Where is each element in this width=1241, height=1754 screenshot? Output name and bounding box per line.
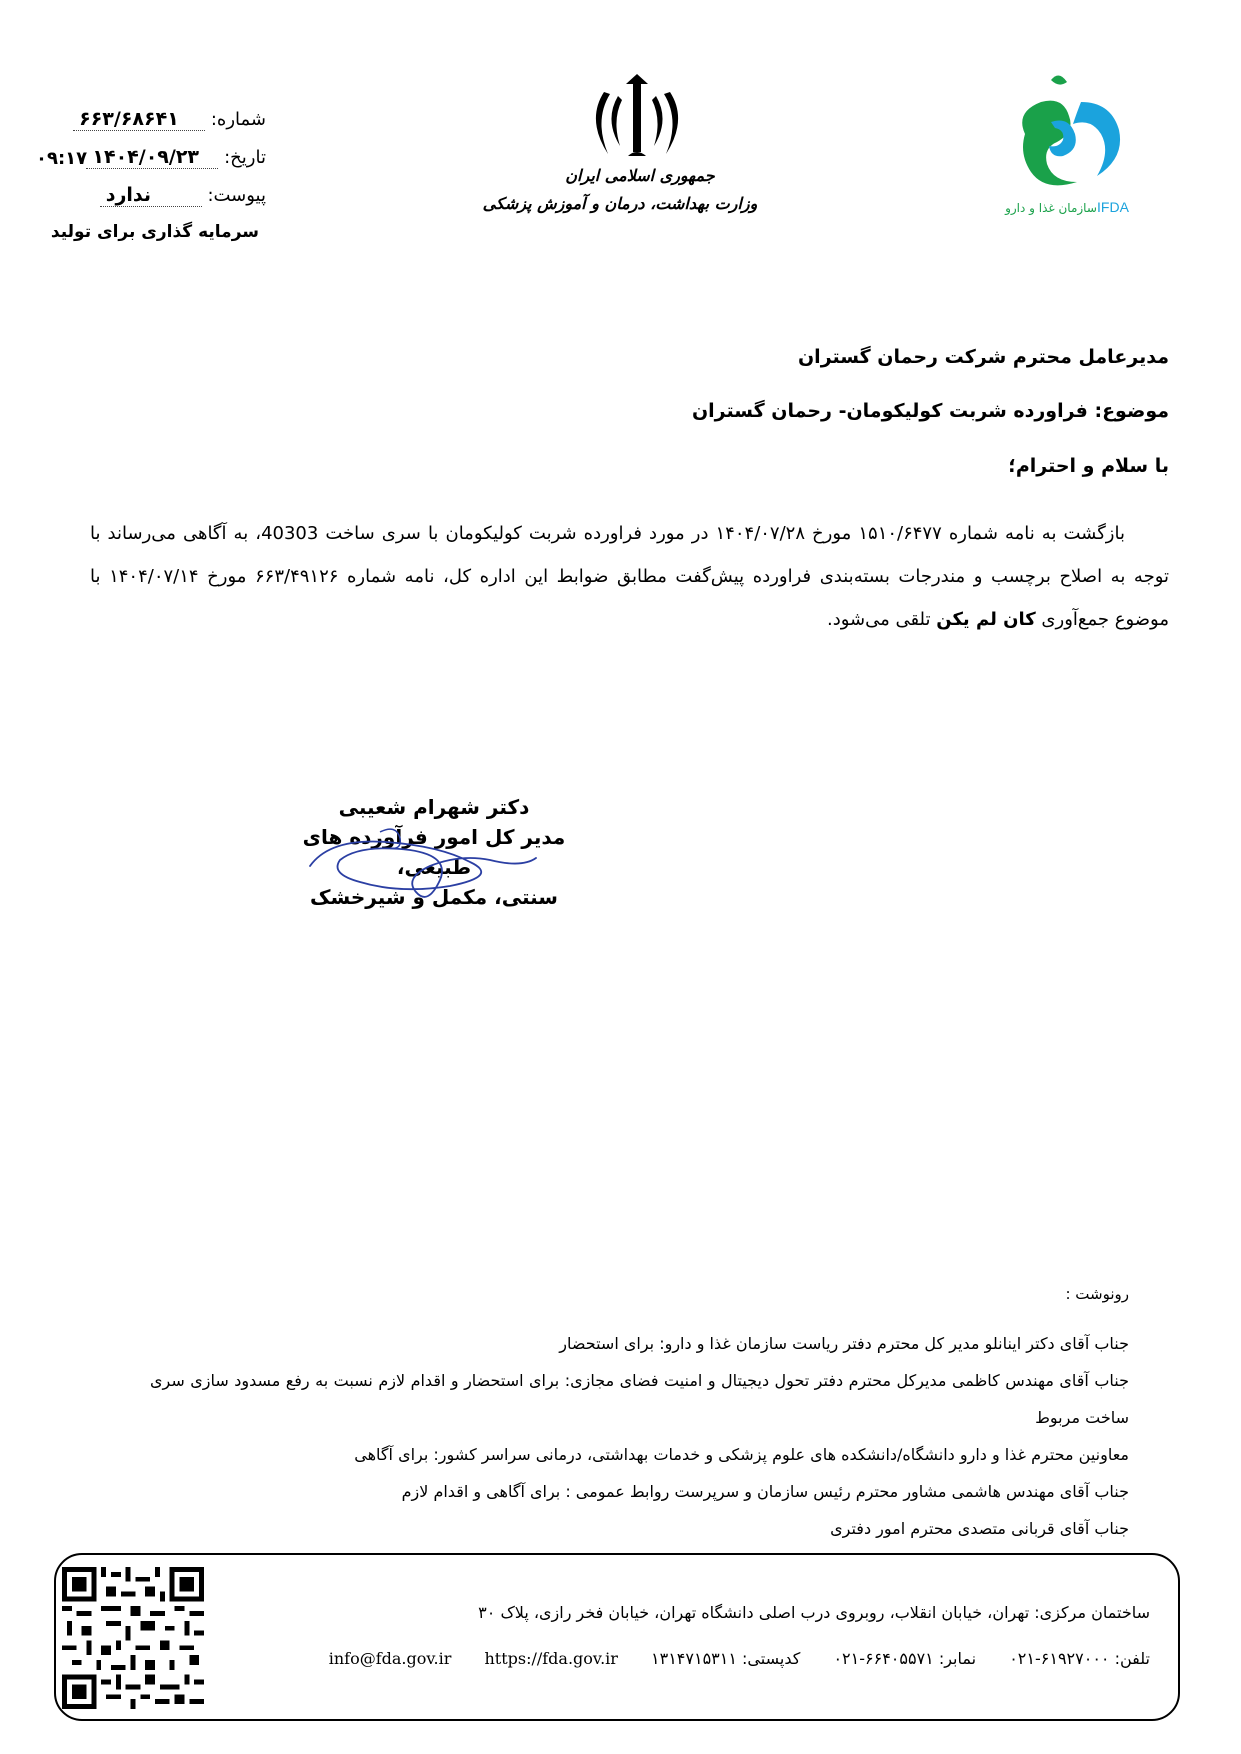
ifda-abbr: IFDA [1097, 199, 1129, 215]
signer-name: دکتر شهرام شعیبی [338, 795, 530, 819]
footer-postal: کدپستی: ۱۳۱۴۷۱۵۳۱۱ [651, 1649, 801, 1668]
letter-body-part1: بازگشت به نامه شماره ۱۵۱۰/۶۴۷۷ مورخ ۱۴۰۴/۰۷/۲۸ در مورد فراورده شربت کولیکومان با سری ساخت 40303، به آگاهی می‌رساند با توجه به اصلاح برچسب و مندرجات بسته‌بندی فراورده پیش‌گفت مطابق ضوابط این اداره کل، نامه شماره ۶۶۳/۴۹۱۲۶ مورخ ۱۴۰۴/۰۷/۱۴ با موضوع جمع‌آوری [90, 523, 1169, 630]
signer-title-line2: سنتی، مکمل و شیرخشک [310, 885, 558, 909]
letter-body-bold: کان لم یکن [936, 609, 1036, 630]
cc-list [150, 1325, 1129, 1547]
footer-box [54, 1553, 1180, 1721]
signer-title-line1: مدیر کل امور فرآورده های طبیعی، [302, 825, 566, 879]
attachment-row [100, 184, 266, 207]
letter-body-part2: تلقی می‌شود. [826, 609, 931, 630]
number-value: ۶۶۳/۶۸۶۴۱ [73, 108, 205, 131]
footer-website[interactable]: https://fda.gov.ir [484, 1649, 618, 1668]
date-label: تاریخ: [224, 147, 266, 168]
iran-emblem [582, 72, 692, 162]
cc-item: معاونین محترم غذا و دارو دانشگاه/دانشکده های علوم پزشکی و خدمات بهداشتی، درمانی سراسر کشور: برای آگاهی [354, 1445, 1129, 1464]
cc-item: جناب آقای مهندس کاظمی مدیرکل محترم دفتر تحول دیجیتال و امنیت فضای مجازی: برای استحضار و اقدام لازم نسبت به رفع مسدود سازی سری ساخت مربوط [150, 1371, 1129, 1427]
ifda-logo [985, 72, 1155, 242]
iran-emblem-icon [582, 72, 692, 162]
number-label: شماره: [210, 109, 266, 130]
cc-item: جناب آقای مهندس هاشمی مشاور محترم رئیس سازمان و سرپرست روابط عمومی : برای آگاهی و اقدام لازم [401, 1482, 1129, 1501]
ifda-logo-icon [985, 72, 1155, 232]
letter-number-row [73, 108, 266, 131]
emblem-caption-ministry: وزارت بهداشت، درمان و آموزش پزشکی [482, 194, 758, 213]
date-value: ۱۴۰۴/۰۹/۲۳ [86, 146, 218, 169]
letter-body [90, 512, 1169, 641]
cc-item: جناب آقای دکتر اینانلو مدیر کل محترم دفتر ریاست سازمان غذا و دارو: برای استحضار [559, 1334, 1129, 1353]
ifda-name-fa: سازمان غذا و دارو [1005, 201, 1097, 215]
footer-contact [301, 1649, 1150, 1668]
footer-phone: تلفن: ۶۱۹۲۷۰۰۰-۰۲۱ [1009, 1649, 1150, 1668]
footer-fax: نمابر: ۶۶۴۰۵۵۷۱-۰۲۱ [833, 1649, 977, 1668]
subject: موضوع: فراورده شربت کولیکومان- رحمان گستران [691, 400, 1169, 422]
recipient: مدیرعامل محترم شرکت رحمان گستران [797, 346, 1169, 368]
time-value: ۰۹:۱۷ [36, 148, 88, 169]
letter-date-row [86, 146, 266, 169]
attachment-value: ندارد [100, 184, 202, 207]
emblem-caption-republic: جمهوری اسلامی ایران [565, 166, 715, 185]
cc-item: جناب آقای قربانی متصدی محترم امور دفتری [830, 1519, 1129, 1538]
attachment-label: پیوست: [207, 185, 266, 206]
footer-address: ساختمان مرکزی: تهران، خیابان انقلاب، روبروی درب اصلی دانشگاه تهران، خیابان فخر رازی، پلاک ۳۰ [478, 1603, 1150, 1622]
qr-code-icon [62, 1567, 204, 1709]
cc-title: رونوشت : [1065, 1285, 1129, 1303]
slogan: سرمایه گذاری برای تولید [50, 222, 259, 242]
footer-email[interactable]: info@fda.gov.ir [328, 1649, 452, 1668]
greeting: با سلام و احترام؛ [1008, 455, 1169, 477]
handwritten-signature [300, 820, 550, 910]
qr-code [62, 1567, 204, 1709]
